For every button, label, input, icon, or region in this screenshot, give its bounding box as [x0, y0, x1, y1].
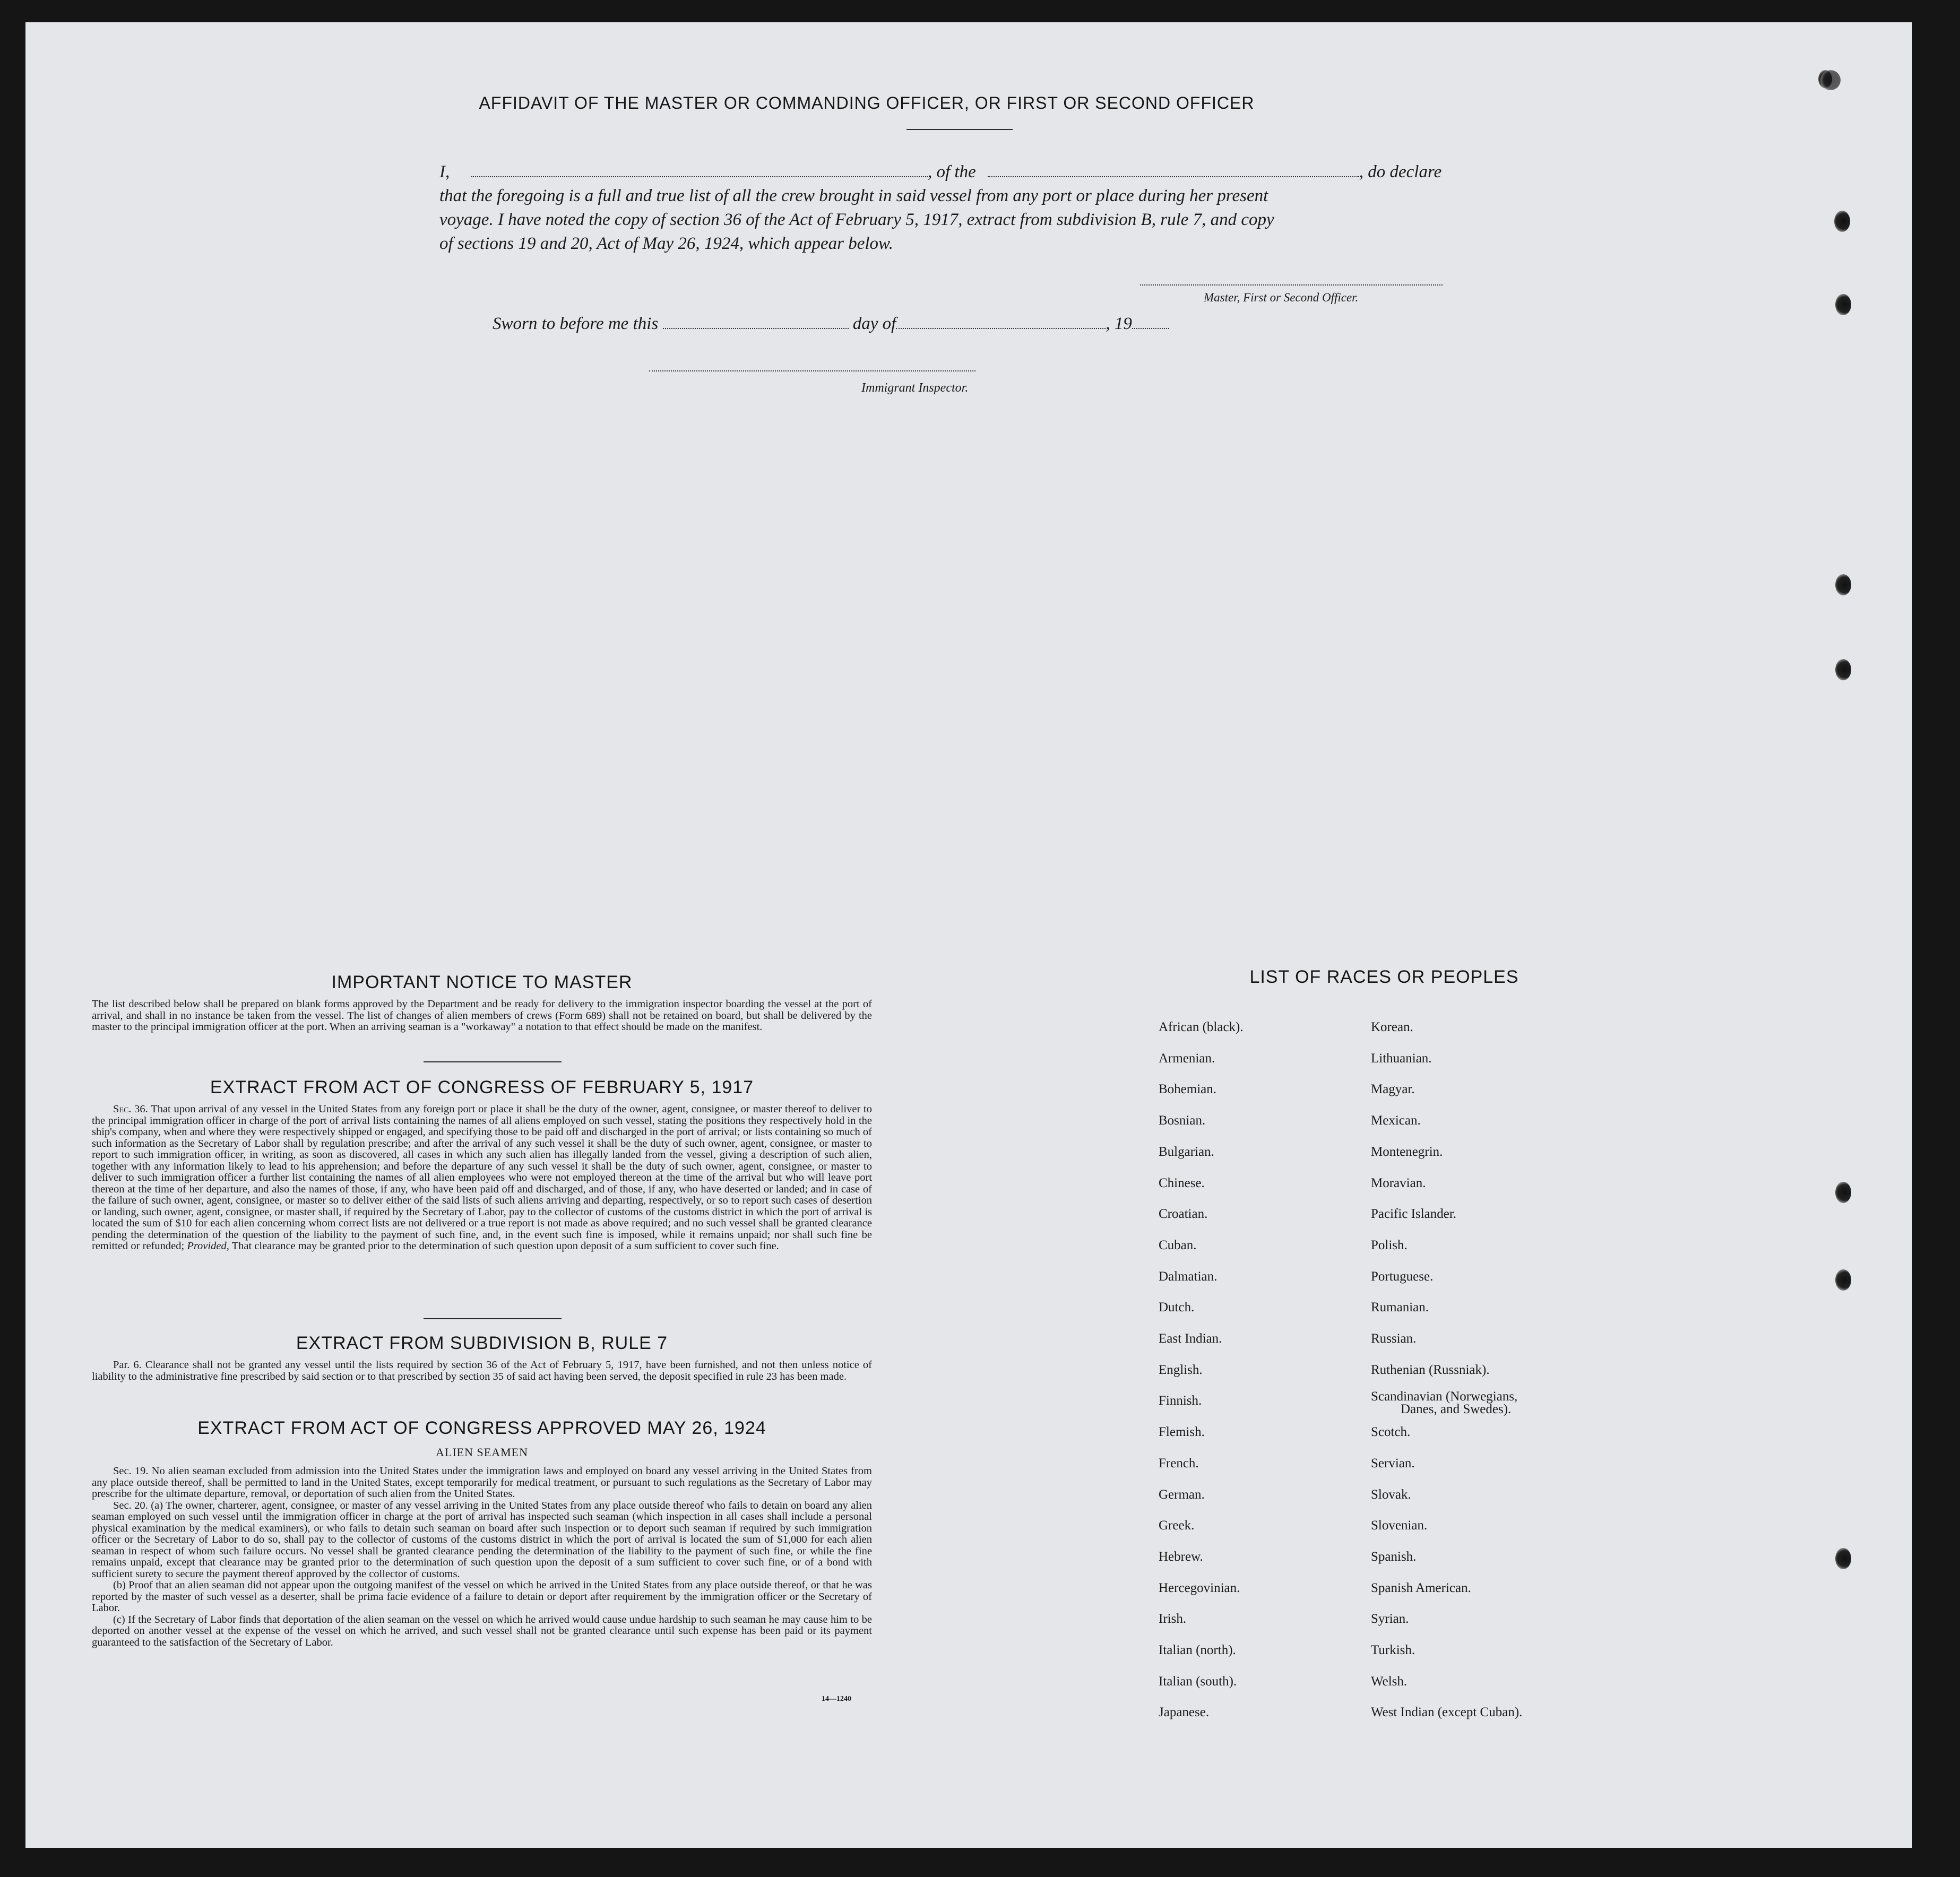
sec-20c-text: (c) If the Secretary of Labor finds that deportation of the alien seaman on the vessel on which he arrived would cause undue hardship to such seaman he may cause him to be deported on another vessel at the expense of the vessel on which he arrived, and such vessel shall not be granted clearance until such expense has been paid or its payment guaranteed to the satisfaction of the Secretary of Labor.: [92, 1613, 872, 1648]
race-item: French.: [1159, 1456, 1199, 1471]
race-item: Dalmatian.: [1159, 1269, 1218, 1284]
races-title: LIST OF RACES OR PEOPLES: [1249, 967, 1519, 987]
race-item: Bosnian.: [1159, 1113, 1206, 1128]
race-item: Rumanian.: [1371, 1300, 1429, 1315]
section-divider: [424, 1061, 562, 1062]
notice-title: IMPORTANT NOTICE TO MASTER: [331, 972, 633, 992]
name-blank[interactable]: [471, 176, 928, 177]
race-item: Turkish.: [1371, 1643, 1415, 1657]
race-item: Ruthenian (Russniak).: [1371, 1362, 1490, 1377]
race-item: African (black).: [1159, 1020, 1244, 1034]
sec-36-label: Sec. 36.: [113, 1103, 148, 1115]
text-i: I,: [439, 162, 450, 181]
race-item: Spanish American.: [1371, 1580, 1471, 1595]
race-item: Russian.: [1371, 1331, 1417, 1346]
declaration-line-4: of sections 19 and 20, Act of May 26, 1924, which appear below.: [439, 234, 893, 253]
binder-hole: [1835, 659, 1851, 680]
race-item: Portuguese.: [1371, 1269, 1434, 1284]
race-item: German.: [1159, 1487, 1205, 1502]
binder-hole: [1835, 574, 1851, 595]
month-blank[interactable]: [896, 328, 1106, 329]
declaration-line-3: voyage. I have noted the copy of section 36 of the Act of February 5, 1917, extract from subdivision B, rule 7, and copy: [439, 210, 1274, 229]
text-do-declare: , do declare: [1359, 162, 1442, 181]
race-item: Pacific Islander.: [1371, 1207, 1457, 1222]
race-item: Italian (south).: [1159, 1674, 1237, 1689]
day-blank[interactable]: [663, 328, 849, 329]
binder-hole: [1835, 1548, 1851, 1569]
race-item: Finnish.: [1159, 1394, 1202, 1408]
extract-1917-title: EXTRACT FROM ACT OF CONGRESS OF FEBRUARY 5, 1917: [210, 1077, 754, 1097]
signature-line[interactable]: [1140, 284, 1443, 286]
sec-20a-text: Sec. 20. (a) The owner, charterer, agent, consignee, or master of any vessel arriving in the United States from any place outside thereof who fails to detain on board any alien seaman employed on such vessel until the immigration officer in charge at the port of arrival has inspected such seaman (which inspection in all cases shall include a personal physical examination by the medical examiners), or who fails to detain such seaman on board after such inspection or to deport such seaman if required by such immigration officer or the Secretary of Labor to do so, shall pay to the collector of customs of the customs district in which the port of arrival is located the sum of $1,000 for each alien seaman in respect of whom such failure occurs. No vessel shall be granted clearance pending the determination of the liability to the payment of such fine, or while the fine remains unpaid, except that clearance may be granted prior to the determination of such question upon the deposit of a sum sufficient to cover such fine, or of a bond with sufficient surety to secure the payment thereof approved by the collector of customs.: [92, 1499, 872, 1580]
sec-36-end: That clearance may be granted prior to the determination of such question upon deposit of a sum sufficient to cover such fine.: [231, 1240, 779, 1252]
document-page: [25, 22, 1912, 1848]
race-item: Japanese.: [1159, 1705, 1210, 1720]
race-item: West Indian (except Cuban).: [1371, 1705, 1523, 1720]
alien-seamen-subtitle: ALIEN SEAMEN: [436, 1446, 528, 1459]
race-item: Scandinavian (Norwegians, Danes, and Swedes).: [1371, 1389, 1518, 1417]
vessel-blank[interactable]: [988, 176, 1359, 177]
race-item: Chinese.: [1159, 1175, 1205, 1190]
race-item: Moravian.: [1371, 1175, 1426, 1190]
affidavit-title: AFFIDAVIT OF THE MASTER OR COMMANDING OFFICER, OR FIRST OR SECOND OFFICER: [479, 93, 1255, 113]
sworn-line: [493, 312, 1169, 336]
binder-hole: [1835, 1269, 1851, 1291]
title-divider: [906, 129, 1013, 130]
race-item: Welsh.: [1371, 1674, 1408, 1689]
race-item: English.: [1159, 1362, 1203, 1377]
extract-1924-title: EXTRACT FROM ACT OF CONGRESS APPROVED MAY 26, 1924: [197, 1418, 766, 1438]
signature-caption: Master, First or Second Officer.: [1204, 291, 1359, 304]
race-item: Slovak.: [1371, 1487, 1411, 1502]
sworn-year: , 19: [1106, 314, 1132, 333]
declaration-line-2: that the foregoing is a full and true list of all the crew brought in said vessel from any port or place during her present: [439, 186, 1268, 205]
race-item: Montenegrin.: [1371, 1144, 1443, 1159]
race-item: Korean.: [1371, 1020, 1413, 1034]
race-item: Croatian.: [1159, 1207, 1208, 1222]
race-item: Armenian.: [1159, 1051, 1215, 1066]
section-divider: [424, 1318, 562, 1319]
race-item: Cuban.: [1159, 1238, 1197, 1252]
race-item: Italian (north).: [1159, 1643, 1236, 1657]
extract-rule7-title: EXTRACT FROM SUBDIVISION B, RULE 7: [296, 1333, 668, 1353]
race-item: Dutch.: [1159, 1300, 1195, 1315]
race-item: Greek.: [1159, 1518, 1195, 1533]
year-blank[interactable]: [1132, 328, 1169, 329]
race-item: Hebrew.: [1159, 1549, 1203, 1564]
race-item: Lithuanian.: [1371, 1051, 1432, 1066]
race-item: Scotch.: [1371, 1425, 1411, 1440]
provided-word: Provided,: [187, 1240, 229, 1252]
race-item: Slovenian.: [1371, 1518, 1428, 1533]
race-item: Mexican.: [1371, 1113, 1421, 1128]
race-item: Spanish.: [1371, 1549, 1417, 1564]
affidavit-declaration: [439, 160, 1512, 256]
form-number: 14—1240: [822, 1695, 851, 1703]
extract-1917-text: [92, 1104, 872, 1252]
race-item: Polish.: [1371, 1238, 1408, 1252]
sworn-prefix: Sworn to before me this: [493, 314, 659, 333]
binder-hole: [1834, 211, 1850, 232]
race-item: Magyar.: [1371, 1082, 1415, 1097]
inspector-caption: Immigrant Inspector.: [861, 381, 969, 395]
race-item: Syrian.: [1371, 1612, 1409, 1627]
extract-rule7-text: Par. 6. Clearance shall not be granted any vessel until the lists required by section 36 of the Act of February 5, 1917, have been furnished, and not then unless notice of liability to the administrative fine prescribed by said section or to that prescribed by section 35 of said act having been served, the deposit specified in rule 23 has been made.: [92, 1359, 872, 1382]
sec-20b-text: (b) Proof that an alien seaman did not appear upon the outgoing manifest of the vessel on which he arrived in the United States from any place outside thereof, or that he was reported by the master of such vessel as a deserter, shall be prima facie evidence of a failure to detain or deport after requirement by the immigration officer or the Secretary of Labor.: [92, 1579, 872, 1614]
race-item: Flemish.: [1159, 1425, 1205, 1440]
race-item: Servian.: [1371, 1456, 1415, 1471]
text-of-the: , of the: [928, 162, 976, 181]
race-item: Irish.: [1159, 1612, 1187, 1627]
sec-36-body: That upon arrival of any vessel in the United States from any foreign port or place it shall be the duty of the owner, agent, consignee, or master thereof to deliver to the principal immigration officer in charge of the port of arrival lists containing the names of all aliens employed on such vessel, stating the positions they respectively hold in the ship's company, when and where they were respectively shipped or engaged, and specifying those to be paid off and discharged in the port of arrival; or lists containing so much of such information as the Secretary of Labor shall by regulation prescribe; and after the arrival of any such vessel it shall be the duty of such owner, agent, consignee, or master to report to such immigration officer, in writing, as soon as discovered, all cases in which any such alien has illegally landed from the vessel, giving a description of such alien, together with any information likely to lead to his apprehension; and before the departure of any such vessel it shall be the duty of such owner, agent, consignee, or master to deliver to such immigration officer a further list containing the names of all alien employees who were not employed thereon at the time of the arrival but who will leave port thereon at the time of her departure, and also the names of those, if any, who have been paid off and discharged, and of those, if any, who have deserted or landed; and in case of the failure of such owner, agent, consignee, or master so to deliver either of the said lists of such aliens arriving and departing, respectively, or so to report such cases of desertion or landing, such owner, agent, consignee, or master shall, if required by the Secretary of Labor, pay to the collector of customs of the customs district in which the port of arrival is located the sum of $10 for each alien concerning whom correct lists are not delivered or a true report is not made as above required; and no such vessel shall be granted clearance pending the determination of the question of the liability to the payment of such fine, and, in the event such fine is imposed, while it remains unpaid; nor shall such fine be remitted or refunded;: [92, 1103, 872, 1252]
race-item: Bulgarian.: [1159, 1144, 1214, 1159]
binder-hole: [1835, 1182, 1851, 1203]
sworn-day-of: day of: [852, 314, 896, 333]
race-item: East Indian.: [1159, 1331, 1222, 1346]
binder-hole: [1820, 70, 1841, 90]
race-item: Hercegovinian.: [1159, 1580, 1240, 1595]
sec-19-text: Sec. 19. No alien seaman excluded from admission into the United States under the immigration laws and employed on board any vessel arriving in the United States from any place outside thereof, shall be permitted to land in the United States, except temporarily for medical treatment, or pursuant to such regulations as the Secretary of Labor may prescribe for the ultimate departure, removal, or deportation of such alien from the United States.: [92, 1465, 872, 1500]
declaration-line-1: [439, 160, 1512, 184]
notice-text: The list described below shall be prepared on blank forms approved by the Department and be ready for delivery to the immigration inspector boarding the vessel at the port of arrival, and shall in no instance be taken from the vessel. The list of changes of alien members of crews (Form 689) shall not be retained on board, but shall be delivered by the master to the principal immigration officer at the port. When an arriving seaman is a "workaway" a notation to that effect should be made on the manifest.: [92, 998, 872, 1033]
inspector-signature-line[interactable]: [649, 370, 975, 371]
extract-1924-text: [92, 1466, 872, 1648]
race-item: Bohemian.: [1159, 1082, 1217, 1097]
binder-hole: [1835, 294, 1851, 315]
